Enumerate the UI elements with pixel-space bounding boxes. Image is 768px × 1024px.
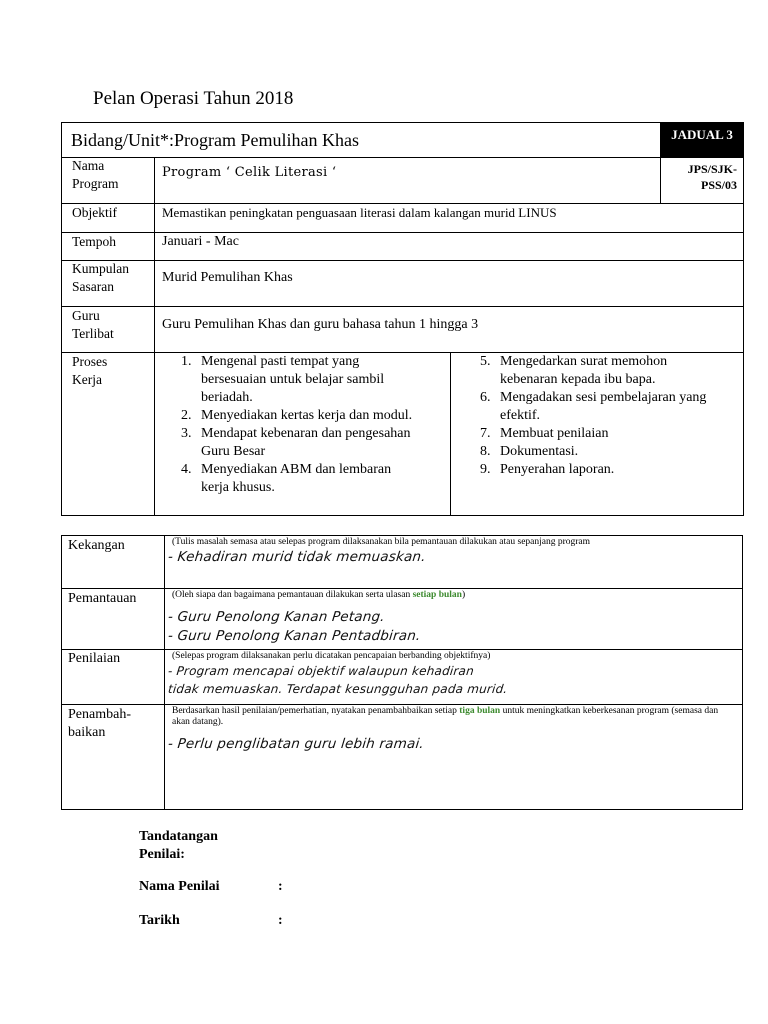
list-item: 1. Mengenal pasti tempat yang bersesuaian untuk belajar sambil beriadah.: [181, 354, 385, 405]
nama-penilai-colon: :: [278, 879, 283, 894]
label-pemantauan: Pemantauan: [68, 591, 137, 606]
penambahbaikan-handwriting: - Perlu penglibatan guru lebih ramai.: [167, 736, 425, 752]
program-name: Program ‘ Celik Literasi ‘: [162, 165, 337, 180]
penilaian-handwriting-2: tidak memuaskan. Terdapat kesungguhan pada murid.: [167, 682, 509, 696]
column-divider: [164, 536, 165, 809]
page-title: Pelan Operasi Tahun 2018: [93, 88, 294, 109]
label-tempoh: Tempoh: [72, 234, 117, 249]
label-kumpulan-sasaran: Kumpulan Sasaran: [72, 261, 129, 294]
pemantauan-handwriting-1: - Guru Penolong Kanan Petang.: [167, 609, 386, 625]
label-guru-terlibat: Guru Terlibat: [72, 308, 114, 341]
row-divider: [62, 649, 742, 650]
row-divider: [62, 306, 743, 307]
tandatangan-penilai-label: Tandatangan Penilai:: [139, 829, 218, 862]
penilaian-note: (Selepas program dilaksanakan perlu dicatakan pencapaian berbanding objektifnya): [172, 651, 491, 661]
kekangan-handwriting: - Kehadiran murid tidak memuaskan.: [167, 549, 427, 565]
label-nama-program: Nama Program: [72, 158, 119, 191]
tarikh-colon: :: [278, 913, 283, 928]
label-penilaian: Penilaian: [68, 651, 121, 666]
penilaian-handwriting-1: - Program mencapai objektif walaupun kehadiran: [167, 664, 475, 678]
label-objektif: Objektif: [72, 205, 117, 220]
column-divider: [450, 352, 451, 515]
steps-left-list: [155, 353, 450, 497]
jadual-badge: JADUAL 3: [660, 123, 744, 157]
evaluation-table: [61, 535, 743, 810]
tarikh-label: Tarikh: [139, 913, 180, 928]
plan-table: [61, 122, 744, 516]
kekangan-note: (Tulis masalah semasa atau selepas program dilaksanakan bila pemantauan dilakukan atau sepanjang program: [172, 537, 591, 547]
row-divider: [62, 260, 743, 261]
steps-right-list: [454, 353, 744, 479]
objektif-value: Memastikan peningkatan penguasaan literasi dalam kalangan murid LINUS: [162, 205, 557, 220]
label-penambahbaikan: Penambah- baikan: [68, 707, 131, 740]
list-item: 8. Dokumentasi.: [480, 444, 579, 459]
nama-penilai-label: Nama Penilai: [139, 879, 220, 894]
list-item: 3. Mendapat kebenaran dan pengesahan Guru Besar: [181, 426, 411, 459]
list-item: 5. Mengedarkan surat memohon kebenaran kepada ibu bapa.: [480, 354, 668, 387]
pemantauan-note: (Oleh siapa dan bagaimana pemantauan dilakukan serta ulasan setiap bulan): [172, 590, 466, 600]
label-kekangan: Kekangan: [68, 538, 125, 553]
form-code-line2: PSS/03: [700, 178, 737, 192]
column-divider: [660, 157, 661, 203]
guru-terlibat-value: Guru Pemulihan Khas dan guru bahasa tahun 1 hingga 3: [162, 317, 479, 332]
row-divider: [62, 588, 742, 589]
penambahbaikan-note: Berdasarkan hasil penilaian/pemerhatian, nyatakan penambahbaikan setiap tiga bulan untuk meningkatkan keberkesanan program (semasa dan akan datang).: [172, 706, 719, 727]
list-item: 6. Mengadakan sesi pembelajaran yang efektif.: [480, 390, 707, 423]
list-item: 7. Membuat penilaian: [480, 426, 609, 441]
form-code: [667, 161, 737, 193]
row-divider: [62, 157, 743, 158]
form-code-line1: JPS/SJK-: [687, 162, 737, 176]
list-item: 4. Menyediakan ABM dan lembaran kerja khusus.: [181, 462, 392, 495]
label-proses-kerja: Proses Kerja: [72, 354, 108, 387]
kumpulan-sasaran-value: Murid Pemulihan Khas: [162, 270, 293, 285]
pemantauan-handwriting-2: - Guru Penolong Kanan Pentadbiran.: [167, 628, 422, 644]
tempoh-value: Januari - Mac: [162, 234, 239, 249]
row-divider: [62, 704, 742, 705]
unit-title: Bidang/Unit*:Program Pemulihan Khas: [71, 130, 359, 150]
list-item: 2. Menyediakan kertas kerja dan modul.: [181, 408, 413, 423]
list-item: 9. Penyerahan laporan.: [480, 462, 615, 477]
